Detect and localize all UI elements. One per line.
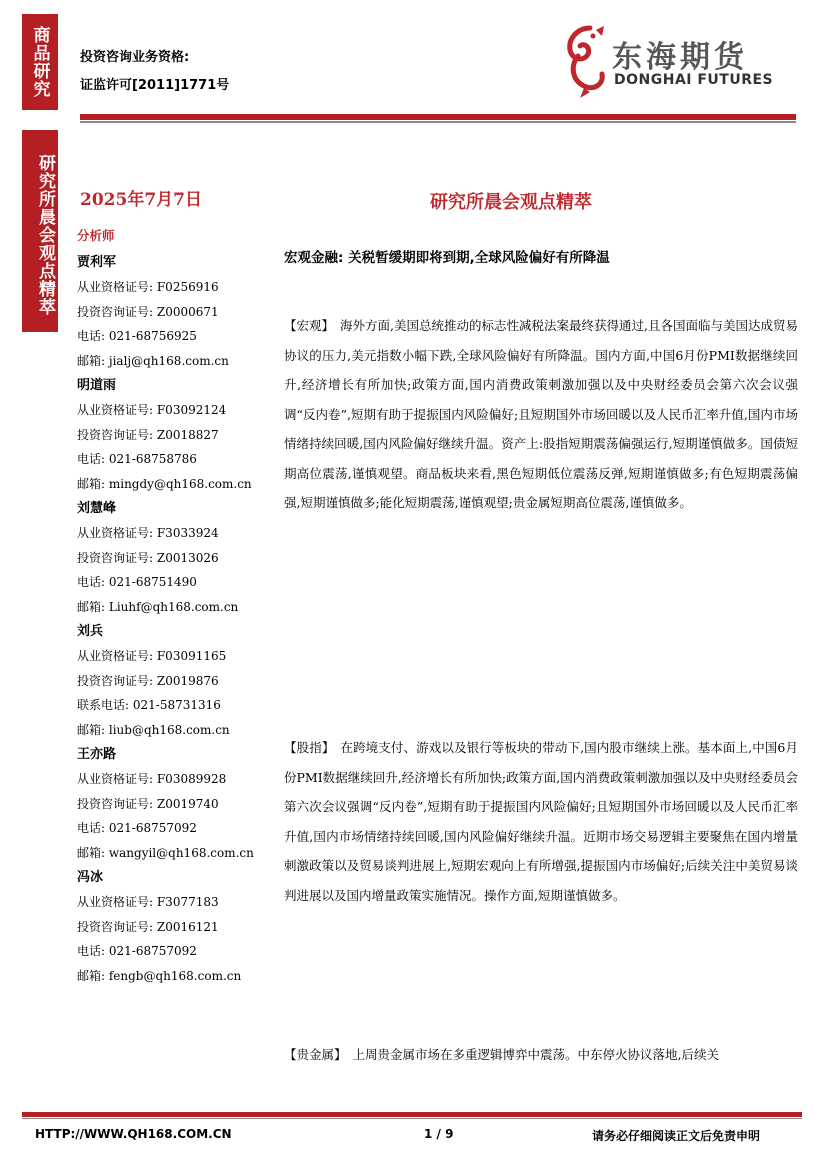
qualification-label: 投资咨询业务资格: — [80, 50, 190, 65]
analyst-consult-id: 投资咨询证号: Z0016121 — [77, 919, 219, 934]
section-title: 宏观金融: 关税暂缓期即将到期,全球风险偏好有所降温 — [284, 250, 610, 266]
analyst-phone: 电话: 021-68751490 — [77, 575, 197, 589]
analyst-license: 从业资格证号: F03089928 — [77, 772, 227, 786]
header-divider-thin — [80, 121, 796, 123]
macro-text: 海外方面,美国总统推动的标志性减税法案最终获得通过,且各国面临与美国达成贸易协议的压力,美元指数小幅下跌,全球风险偏好有所降温。国内方面,中国6月份PMI数据继续回升,经济增长有所加快;政策方面,国内消费政策刺激加强以及中央财经委员会第六次会议强调“反内卷”,短期有助于提振国内风险偏好;且短期国外市场回暖以及人民币汇率升值,国内市场情绪持续回暖,国内风险偏好继续升温。资产上:股指短期震荡偏强运行,短期谨慎做多。国债短期高位震荡,谨慎观望。商品板块来看,黑色短期低位震荡反弹,短期谨慎做多;有色短期震荡偏强,短期谨慎做多;能化短期震荡,谨慎观望;贵金属短期高位震荡,谨慎做多。 — [284, 318, 798, 510]
analyst-consult-id: 投资咨询证号: Z0018827 — [77, 427, 219, 442]
analyst-card — [77, 865, 277, 988]
analyst-license: 从业资格证号: F03091165 — [77, 649, 227, 663]
dragon-logo-icon — [560, 22, 610, 100]
page-title: 研究所晨会观点精萃 — [430, 192, 592, 213]
footer-divider — [22, 1112, 802, 1117]
analyst-license: 从业资格证号: F0256916 — [77, 280, 219, 294]
stock-index-text: 在跨境支付、游戏以及银行等板块的带动下,国内股市继续上涨。基本面上,中国6月份PMI数据继续回升,经济增长有所加快;政策方面,国内消费政策刺激加强以及中央财经委员会第六次会议强调“反内卷”,短期有助于提振国内风险偏好;且短期国外市场回暖以及人民币汇率升值,国内市场情绪持续回暖,国内风险偏好继续升温。近期市场交易逻辑主要聚焦在国内增量刺激政策以及贸易谈判进展上,短期宏观向上有所增强,提振国内市场偏好;后续关注中美贸易谈判进展以及国内增量政策实施情况。操作方面,短期谨慎做多。 — [284, 740, 798, 903]
stock-index-paragraph — [284, 733, 798, 910]
analyst-name: 王亦路 — [77, 747, 117, 762]
analyst-card — [77, 373, 277, 496]
analysts-heading: 分析师 — [77, 228, 115, 243]
company-logo — [560, 22, 800, 102]
analyst-card — [77, 250, 277, 373]
analyst-email[interactable]: 邮箱: liub@qh168.com.cn — [77, 722, 230, 737]
header-divider — [80, 114, 796, 120]
analyst-consult-id: 投资咨询证号: Z0013026 — [77, 550, 219, 565]
analyst-name: 明道雨 — [77, 378, 117, 393]
analyst-phone: 电话: 021-68757092 — [77, 944, 197, 958]
analyst-license: 从业资格证号: F3033924 — [77, 526, 219, 540]
logo-chinese-name: 东海期货 — [612, 40, 748, 75]
analyst-email[interactable]: 邮箱: wangyil@qh168.com.cn — [77, 845, 254, 860]
footer-divider-thin — [22, 1118, 802, 1119]
analyst-card — [77, 742, 277, 865]
macro-paragraph — [284, 311, 798, 518]
analyst-card — [77, 496, 277, 619]
analyst-consult-id: 投资咨询证号: Z0019740 — [77, 796, 219, 811]
precious-metal-paragraph — [284, 1040, 798, 1070]
analyst-phone: 电话: 021-68757092 — [77, 821, 197, 835]
macro-heading: 【宏观】 — [284, 318, 335, 333]
analyst-name: 冯冰 — [77, 870, 104, 885]
page-number: 1 / 9 — [424, 1127, 454, 1141]
analyst-sidebar — [77, 222, 277, 988]
precious-metal-text: 上周贵金属市场在多重逻辑博弈中震荡。中东停火协议落地,后续关 — [352, 1047, 719, 1062]
analyst-name: 刘慧峰 — [77, 501, 117, 516]
website-link[interactable]: HTTP://WWW.QH168.COM.CN — [35, 1127, 232, 1141]
disclaimer-note: 请务必仔细阅读正文后免责申明 — [592, 1129, 761, 1143]
report-date: 2025年7月7日 — [80, 190, 202, 210]
precious-metal-heading: 【贵金属】 — [284, 1047, 347, 1062]
analyst-email[interactable]: 邮箱: jialj@qh168.com.cn — [77, 353, 229, 368]
analyst-card — [77, 619, 277, 742]
analyst-email[interactable]: 邮箱: fengb@qh168.com.cn — [77, 968, 242, 983]
report-type-tag: 研究所晨会观点精萃 — [22, 130, 58, 332]
analyst-phone: 电话: 021-68758786 — [77, 452, 197, 466]
analyst-email[interactable]: 邮箱: mingdy@qh168.com.cn — [77, 476, 252, 491]
analyst-license: 从业资格证号: F03092124 — [77, 403, 227, 417]
analyst-consult-id: 投资咨询证号: Z0019876 — [77, 673, 219, 688]
analyst-phone: 电话: 021-68756925 — [77, 329, 197, 343]
analyst-phone: 联系电话: 021-58731316 — [77, 698, 221, 712]
analyst-license: 从业资格证号: F3077183 — [77, 895, 219, 909]
category-tag: 商品研究 — [22, 14, 58, 110]
license-number: 证监许可[2011]1771号 — [80, 78, 230, 93]
analyst-name: 刘兵 — [77, 624, 104, 639]
analyst-name: 贾利军 — [77, 255, 117, 270]
analyst-email[interactable]: 邮箱: Liuhf@qh168.com.cn — [77, 599, 239, 614]
stock-index-heading: 【股指】 — [284, 740, 335, 755]
logo-english-name: DONGHAI FUTURES — [614, 72, 774, 88]
analyst-consult-id: 投资咨询证号: Z0000671 — [77, 304, 219, 319]
